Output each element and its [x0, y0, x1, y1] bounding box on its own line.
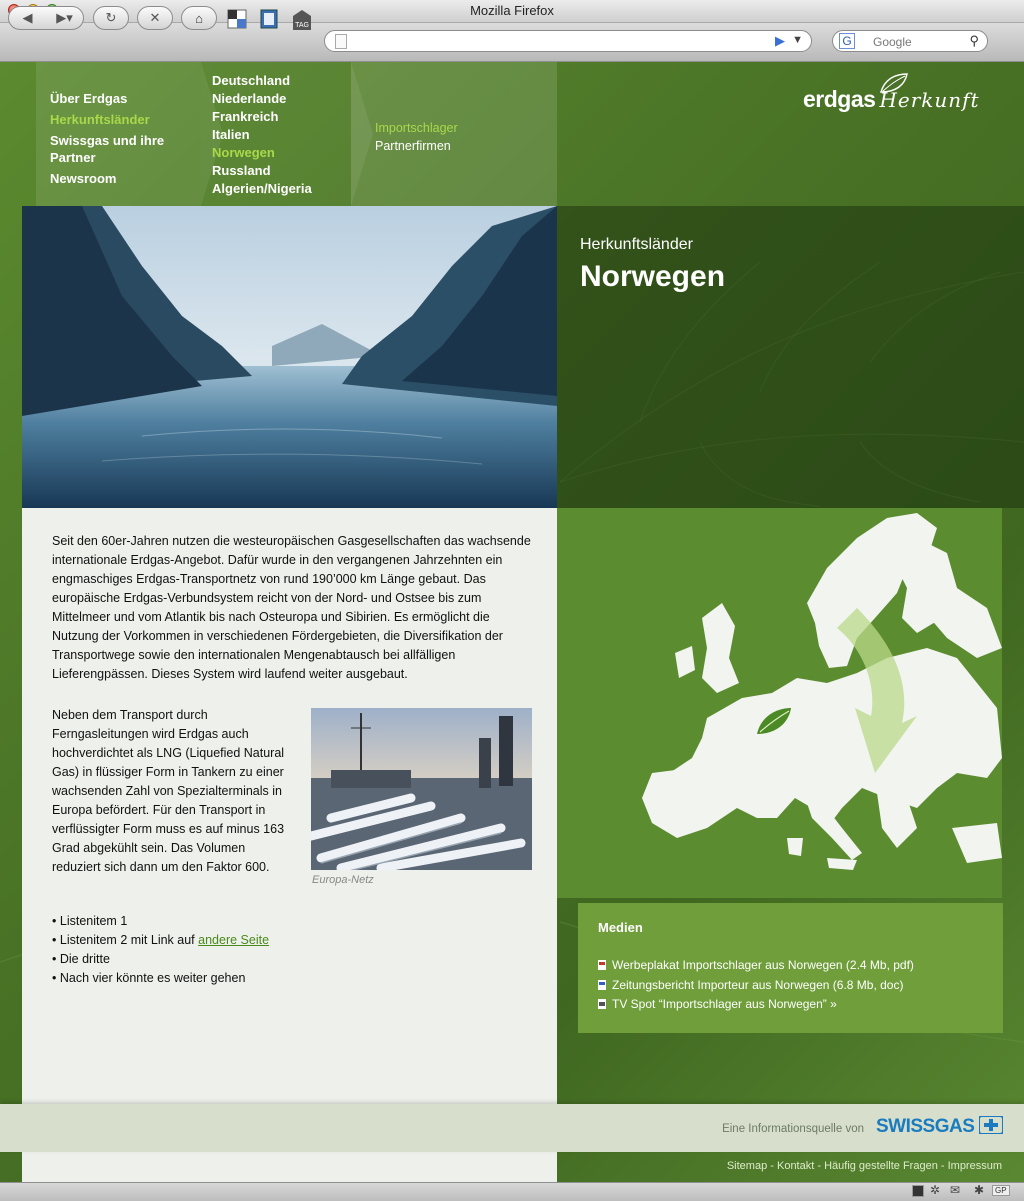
media-link-werbeplakat[interactable] — [598, 958, 914, 972]
bullet-marker: • — [52, 933, 57, 947]
magnifier-icon[interactable]: ⚲ — [969, 33, 979, 48]
list-item-text: Nach vier könnte es weiter gehen — [59, 971, 246, 985]
nav-country-russland[interactable]: Russland — [212, 163, 271, 178]
google-engine-icon[interactable]: G — [839, 33, 855, 49]
nav-sub-importschlager[interactable]: Importschlager — [375, 121, 458, 135]
hero-fjord-image — [22, 206, 557, 508]
forward-arrow-icon[interactable]: ▶▾ — [56, 10, 73, 25]
web-page — [0, 62, 1024, 1182]
list-item — [52, 950, 269, 969]
logo-script: Herkunft — [879, 88, 980, 112]
europe-map — [557, 508, 1002, 898]
list-item — [52, 931, 269, 950]
media-link-label: Werbeplakat Importschlager aus Norwegen (2.4 Mb, pdf) — [612, 958, 914, 972]
tag-icon-label: TAG — [295, 22, 309, 29]
browser-statusbar — [0, 1182, 1024, 1201]
status-bug-icon[interactable]: ✱ — [974, 1183, 985, 1197]
pdf-icon — [598, 960, 606, 970]
status-grid-icon[interactable] — [912, 1185, 924, 1197]
nav-item-swissgas-partner[interactable]: Swissgas und ihre Partner — [50, 133, 165, 165]
nav-country-norwegen[interactable]: Norwegen — [212, 145, 275, 160]
primary-nav — [50, 90, 200, 191]
home-button[interactable] — [181, 6, 217, 30]
nav-sub-partnerfirmen[interactable]: Partnerfirmen — [375, 139, 451, 153]
list-item — [52, 912, 269, 931]
media-link-tv-spot[interactable] — [598, 997, 837, 1011]
list-item-text: Listenitem 2 mit Link auf — [59, 933, 199, 947]
nav-country-frankreich[interactable]: Frankreich — [212, 109, 279, 124]
page-icon — [335, 34, 347, 49]
window-title: Mozilla Firefox — [470, 3, 554, 18]
history-dropdown-icon[interactable]: ▼ — [792, 34, 803, 46]
lng-paragraph: Neben dem Transport durch Ferngasleitungen wird Erdgas auch hochverdichtet als LNG (Liquefied Natural Gas) in flüssiger Form in Tankern zu einer wachsenden Zahl von Spezialterminals in Europa befördert. Für den Transport in verflüssigter Form muss es auf minus 163 Grad abgekühlt sein. Das Volumen reduziert sich dann um den Faktor 600. — [52, 708, 285, 874]
search-input[interactable] — [832, 30, 988, 52]
bookmark-grid-icon[interactable] — [227, 9, 247, 29]
home-icon: ⌂ — [195, 10, 203, 26]
swissgas-wordmark: SWISSGAS — [876, 1116, 975, 1137]
media-title: Medien — [598, 920, 643, 935]
reload-button[interactable] — [93, 6, 129, 30]
doc-icon — [598, 980, 606, 990]
status-gp-icon[interactable]: GP — [992, 1185, 1010, 1196]
photo-caption: Europa-Netz — [312, 874, 374, 886]
list-item-text: Die dritte — [59, 952, 110, 966]
footer-source-text: Eine Informationsquelle von — [722, 1123, 864, 1135]
back-forward-buttons — [8, 6, 84, 30]
list-item-text: Listenitem 1 — [59, 914, 128, 928]
footer-separator: - — [767, 1160, 777, 1172]
go-arrow-icon[interactable]: ▶ — [775, 33, 785, 48]
sub-nav — [375, 119, 545, 155]
nav-item-newsroom[interactable]: Newsroom — [50, 171, 117, 186]
country-nav — [212, 72, 352, 198]
bullet-list — [52, 912, 269, 988]
stop-button[interactable] — [137, 6, 173, 30]
nav-country-algerien-nigeria[interactable]: Algerien/Nigeria — [212, 181, 312, 196]
nav-country-deutschland[interactable]: Deutschland — [212, 73, 291, 88]
stop-icon: ✕ — [149, 10, 161, 25]
bullet-marker: • — [52, 952, 57, 966]
footer-link-faq[interactable]: Häufig gestellte Fragen — [824, 1160, 938, 1172]
hero-kicker: Herkunftsländer — [580, 236, 693, 253]
nav-item-ueber-erdgas[interactable]: Über Erdgas — [50, 91, 128, 106]
footer-link-kontakt[interactable]: Kontakt — [776, 1160, 815, 1172]
erdgas-herkunft-logo[interactable] — [803, 86, 980, 113]
page-title: Norwegen — [580, 260, 726, 293]
footer-links — [727, 1160, 1002, 1172]
list-item — [52, 969, 269, 988]
bookmark-page-icon[interactable] — [259, 9, 279, 29]
europa-netz-photo — [311, 708, 532, 870]
swissgas-plus-icon — [979, 1116, 1003, 1134]
footer-link-sitemap[interactable]: Sitemap — [726, 1160, 768, 1172]
media-link-label: Zeitungsbericht Importeur aus Norwegen (6.8 Mb, doc) — [612, 978, 904, 992]
tag-icon[interactable] — [291, 9, 313, 29]
nav-country-italien[interactable]: Italien — [212, 127, 250, 142]
media-link-zeitungsbericht[interactable] — [598, 978, 903, 992]
footer-separator: - — [814, 1160, 825, 1172]
url-bar[interactable] — [324, 30, 812, 52]
video-icon — [598, 999, 606, 1009]
footer-separator: - — [937, 1160, 948, 1172]
nav-country-niederlande[interactable]: Niederlande — [212, 91, 287, 106]
leaf-logo-icon — [879, 72, 909, 94]
bullet-marker: • — [52, 971, 57, 985]
andere-seite-link[interactable]: andere Seite — [198, 933, 270, 947]
bullet-marker: • — [52, 914, 57, 928]
swissgas-logo[interactable] — [876, 1116, 1003, 1138]
search-placeholder: Google — [873, 35, 912, 49]
intro-paragraph: Seit den 60er-Jahren nutzen die westeuropäischen Gasgesellschaften das wachsende internationale Erdgas-Angebot. Dafür wurde in den vergangenen Jahrzehnten ein engmaschiges Erdgas-Transportnetz von rund 190’000 km Länge gebaut. Das europäische Erdgas-Verbundsystem reicht von der Nord- und Ostsee bis zum Mittelmeer und vom Atlantik bis nach Osteuropa und Sibirien. Es ermöglicht die Nutzung der Vorkommen in verschiedenen Fördergebieten, die Diversifikation der Transportwege sowie den internationalen Mengenabtausch bei allfälligen Lieferengpässen. Dieses System wird laufend weiter ausgebaut. — [52, 534, 531, 681]
logo-word: erdgas — [803, 86, 876, 112]
footer-band — [0, 1104, 1024, 1152]
media-link-label: TV Spot “Importschlager aus Norwegen” » — [612, 997, 837, 1011]
reload-icon: ↻ — [105, 10, 117, 25]
status-snowflake-icon[interactable]: ✲ — [930, 1183, 941, 1197]
back-arrow-icon[interactable]: ◀ — [22, 10, 33, 25]
nav-item-herkunftslaender[interactable]: Herkunftsländer — [50, 112, 150, 127]
footer-link-impressum[interactable]: Impressum — [947, 1160, 1002, 1172]
status-mail-icon[interactable]: ✉ — [950, 1183, 961, 1197]
